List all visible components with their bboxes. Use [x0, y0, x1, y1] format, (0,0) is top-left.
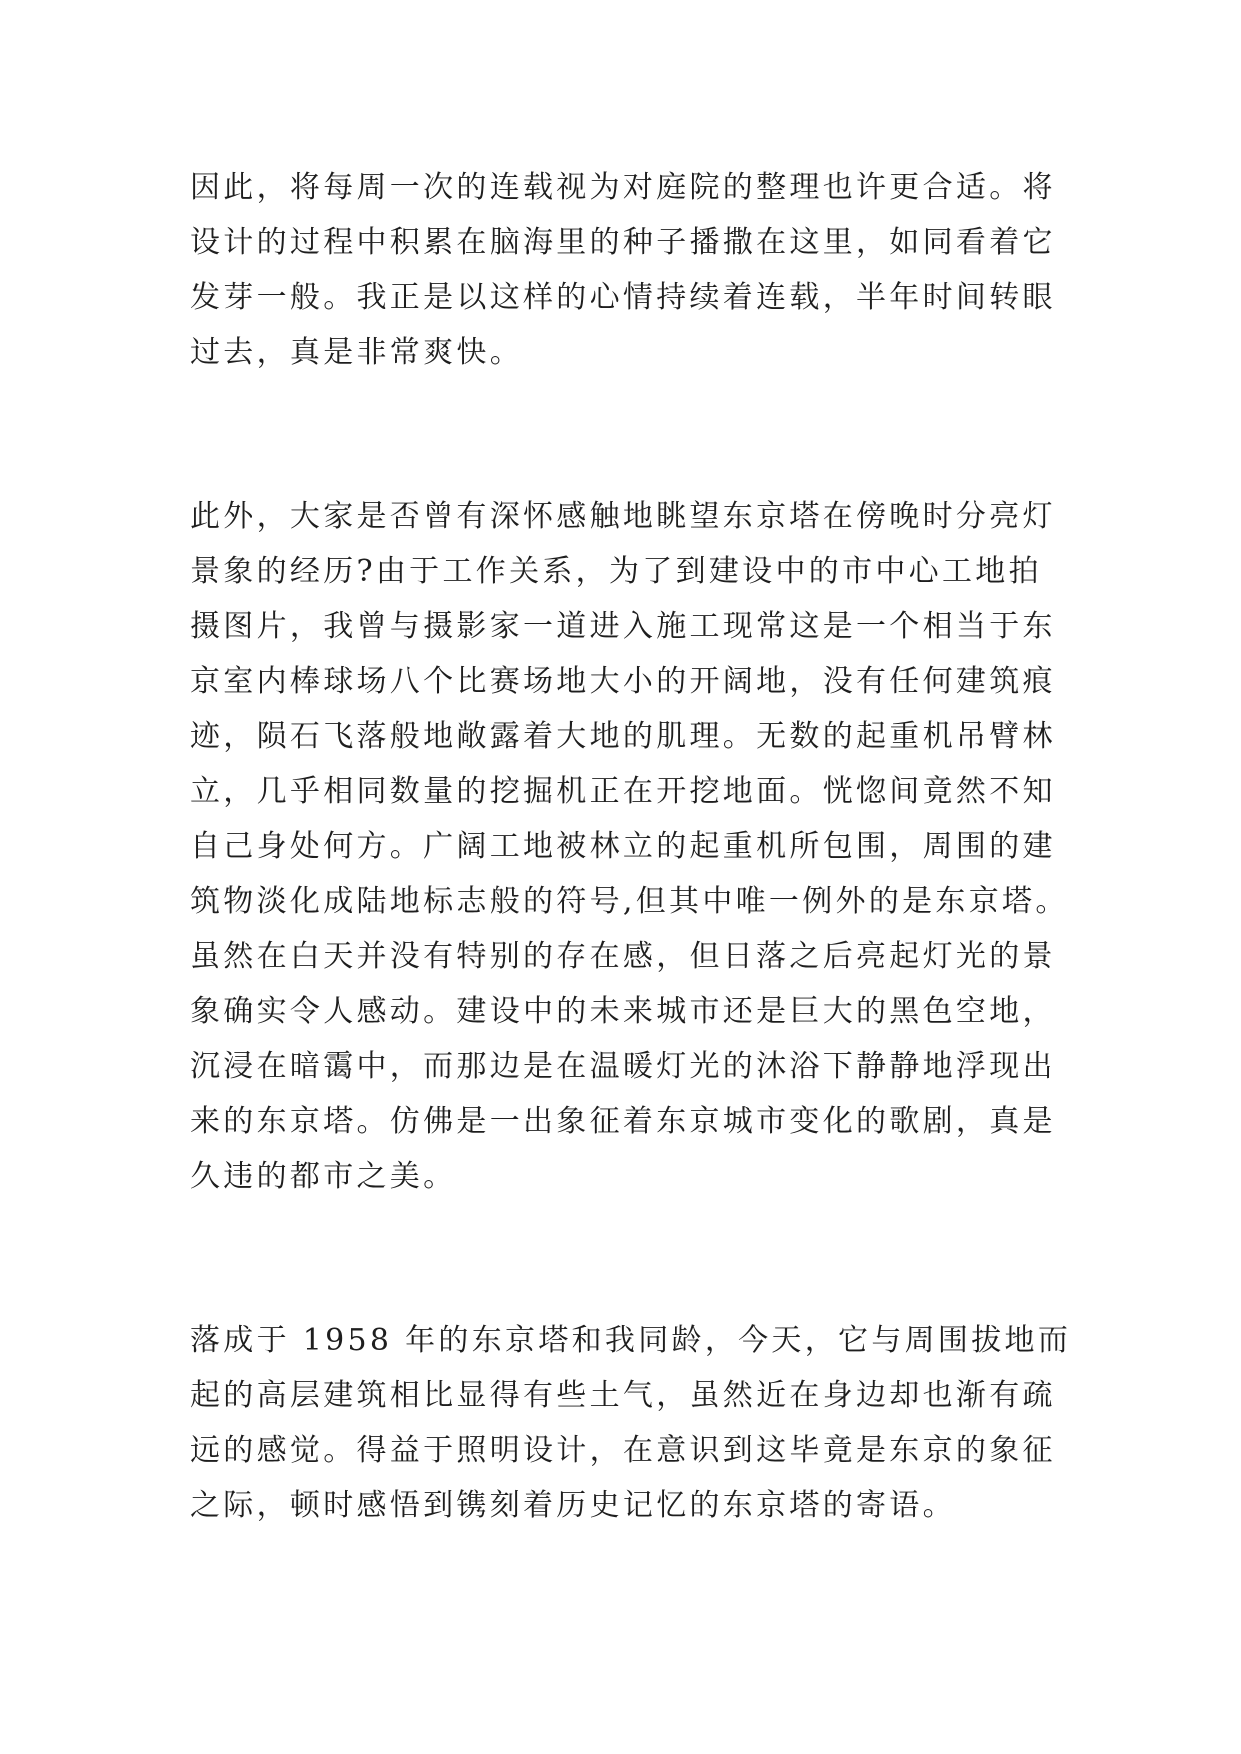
paragraph-1: [190, 160, 1055, 380]
paragraph-spacer: [190, 380, 1055, 489]
text-line: 虽然在白天并没有特别的存在感，但日落之后亮起灯光的景: [190, 939, 1056, 974]
text-line: 之际，顿时感悟到镌刻着历史记忆的东京塔的寄语。: [190, 1488, 956, 1523]
text-line: 自己身处何方。广阔工地被林立的起重机所包围，周围的建: [190, 829, 1056, 864]
text-line: 来的东京塔。仿佛是一出象征着东京城市变化的歌剧，真是: [190, 1104, 1056, 1139]
text-line: 设计的过程中积累在脑海里的种子播撒在这里，如同看着它: [190, 225, 1056, 260]
text-line: 过去，真是非常爽快。: [190, 335, 523, 370]
text-line: 远的感觉。得益于照明设计，在意识到这毕竟是东京的象征: [190, 1433, 1056, 1468]
text-line: 此外，大家是否曾有深怀感触地眺望东京塔在傍晚时分亮灯: [190, 499, 1056, 534]
paragraph-2: [190, 489, 1069, 1204]
text-line: 发芽一般。我正是以这样的心情持续着连载，半年时间转眼: [190, 280, 1056, 315]
text-line: 久违的都市之美。: [190, 1159, 457, 1194]
text-line: 京室内棒球场八个比赛场地大小的开阔地，没有任何建筑痕: [190, 664, 1056, 699]
text-line: 立，几乎相同数量的挖掘机正在开挖地面。恍惚间竟然不知: [190, 774, 1056, 809]
text-line: 起的高层建筑相比显得有些土气，虽然近在身边却也渐有疏: [190, 1378, 1056, 1413]
text-line: 筑物淡化成陆地标志般的符号,但其中唯一例外的是东京塔。: [190, 884, 1069, 919]
paragraph-spacer: [190, 1204, 1055, 1313]
text-line: 景象的经历?由于工作关系，为了到建设中的市中心工地拍: [190, 554, 1042, 589]
text-line: 摄图片，我曾与摄影家一道进入施工现常这是一个相当于东: [190, 609, 1056, 644]
text-line: 迹，陨石飞落般地敞露着大地的肌理。无数的起重机吊臂林: [190, 719, 1056, 754]
paragraph-3: [190, 1313, 1072, 1533]
text-line: 象确实令人感动。建设中的未来城市还是巨大的黑色空地，: [190, 994, 1056, 1029]
text-line: 落成于 1958 年的东京塔和我同龄，今天，它与周围拔地而: [190, 1323, 1072, 1358]
document-body: [190, 160, 1072, 1533]
text-line: 因此，将每周一次的连载视为对庭院的整理也许更合适。将: [190, 170, 1056, 205]
text-line: 沉浸在暗霭中，而那边是在温暖灯光的沐浴下静静地浮现出: [190, 1049, 1056, 1084]
